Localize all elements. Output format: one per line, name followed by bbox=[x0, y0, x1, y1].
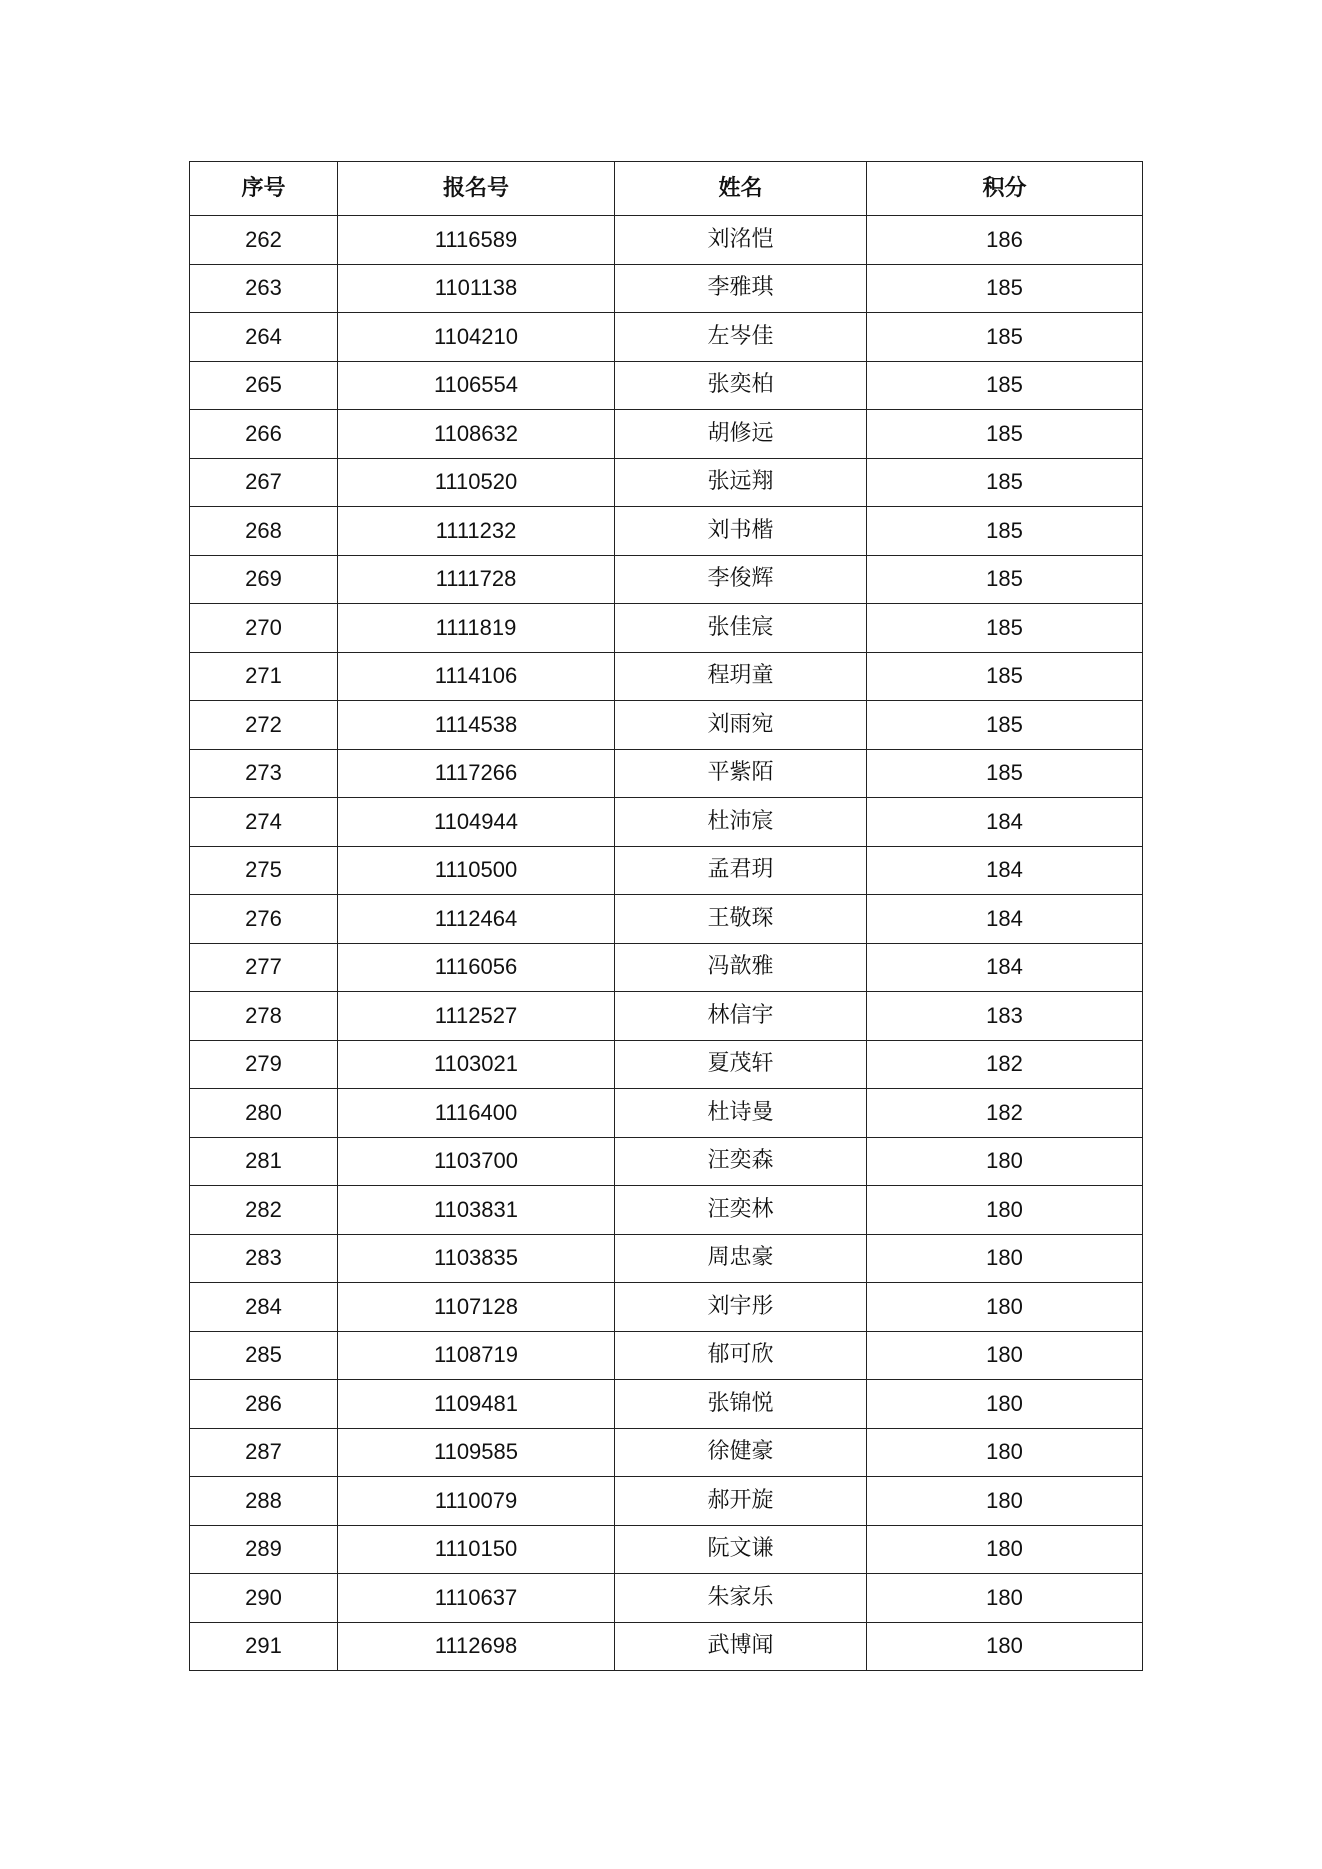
cell-name: 胡修远 bbox=[615, 410, 867, 459]
cell-name: 杜沛宸 bbox=[615, 798, 867, 847]
cell-seq: 286 bbox=[190, 1380, 338, 1429]
table-header bbox=[190, 162, 1143, 216]
table-row bbox=[190, 1477, 1143, 1526]
score-table bbox=[189, 161, 1143, 1671]
cell-score: 183 bbox=[867, 992, 1143, 1041]
cell-score: 185 bbox=[867, 458, 1143, 507]
cell-seq: 262 bbox=[190, 216, 338, 265]
cell-name: 朱家乐 bbox=[615, 1574, 867, 1623]
cell-seq: 290 bbox=[190, 1574, 338, 1623]
cell-registration-no: 1103700 bbox=[338, 1137, 615, 1186]
cell-score: 185 bbox=[867, 361, 1143, 410]
cell-seq: 282 bbox=[190, 1186, 338, 1235]
cell-name: 李俊辉 bbox=[615, 555, 867, 604]
cell-registration-no: 1103831 bbox=[338, 1186, 615, 1235]
cell-seq: 277 bbox=[190, 943, 338, 992]
cell-seq: 274 bbox=[190, 798, 338, 847]
cell-seq: 264 bbox=[190, 313, 338, 362]
table-row bbox=[190, 1186, 1143, 1235]
table-row bbox=[190, 1574, 1143, 1623]
cell-registration-no: 1116400 bbox=[338, 1089, 615, 1138]
table-row bbox=[190, 1380, 1143, 1429]
cell-seq: 283 bbox=[190, 1234, 338, 1283]
cell-score: 182 bbox=[867, 1089, 1143, 1138]
cell-seq: 269 bbox=[190, 555, 338, 604]
table-row bbox=[190, 895, 1143, 944]
cell-registration-no: 1116056 bbox=[338, 943, 615, 992]
cell-name: 刘宇彤 bbox=[615, 1283, 867, 1332]
header-score: 积分 bbox=[867, 162, 1143, 216]
cell-registration-no: 1103835 bbox=[338, 1234, 615, 1283]
cell-name: 张锦悦 bbox=[615, 1380, 867, 1429]
table-row bbox=[190, 749, 1143, 798]
cell-seq: 275 bbox=[190, 846, 338, 895]
cell-registration-no: 1114538 bbox=[338, 701, 615, 750]
cell-score: 184 bbox=[867, 846, 1143, 895]
cell-seq: 271 bbox=[190, 652, 338, 701]
cell-score: 180 bbox=[867, 1331, 1143, 1380]
table-row bbox=[190, 1525, 1143, 1574]
table-row bbox=[190, 361, 1143, 410]
cell-registration-no: 1112698 bbox=[338, 1622, 615, 1671]
cell-score: 180 bbox=[867, 1574, 1143, 1623]
cell-seq: 266 bbox=[190, 410, 338, 459]
cell-registration-no: 1108632 bbox=[338, 410, 615, 459]
cell-name: 刘雨宛 bbox=[615, 701, 867, 750]
cell-name: 程玥童 bbox=[615, 652, 867, 701]
cell-name: 汪奕林 bbox=[615, 1186, 867, 1235]
cell-seq: 270 bbox=[190, 604, 338, 653]
cell-seq: 268 bbox=[190, 507, 338, 556]
cell-seq: 276 bbox=[190, 895, 338, 944]
table-row bbox=[190, 1234, 1143, 1283]
cell-registration-no: 1106554 bbox=[338, 361, 615, 410]
cell-score: 185 bbox=[867, 749, 1143, 798]
cell-name: 刘洺恺 bbox=[615, 216, 867, 265]
cell-seq: 288 bbox=[190, 1477, 338, 1526]
table-row bbox=[190, 846, 1143, 895]
cell-score: 180 bbox=[867, 1283, 1143, 1332]
cell-registration-no: 1104210 bbox=[338, 313, 615, 362]
cell-seq: 291 bbox=[190, 1622, 338, 1671]
table-row bbox=[190, 943, 1143, 992]
cell-name: 刘书楷 bbox=[615, 507, 867, 556]
cell-registration-no: 1111819 bbox=[338, 604, 615, 653]
cell-registration-no: 1112527 bbox=[338, 992, 615, 1041]
cell-name: 左岑佳 bbox=[615, 313, 867, 362]
cell-registration-no: 1110637 bbox=[338, 1574, 615, 1623]
table-row bbox=[190, 507, 1143, 556]
cell-registration-no: 1110079 bbox=[338, 1477, 615, 1526]
cell-registration-no: 1110520 bbox=[338, 458, 615, 507]
table-row bbox=[190, 1331, 1143, 1380]
cell-registration-no: 1109481 bbox=[338, 1380, 615, 1429]
cell-seq: 263 bbox=[190, 264, 338, 313]
table-row bbox=[190, 1137, 1143, 1186]
cell-registration-no: 1101138 bbox=[338, 264, 615, 313]
cell-registration-no: 1108719 bbox=[338, 1331, 615, 1380]
cell-score: 184 bbox=[867, 798, 1143, 847]
cell-registration-no: 1110150 bbox=[338, 1525, 615, 1574]
header-row bbox=[190, 162, 1143, 216]
cell-seq: 278 bbox=[190, 992, 338, 1041]
cell-name: 武博闻 bbox=[615, 1622, 867, 1671]
header-registration-no: 报名号 bbox=[338, 162, 615, 216]
table-row bbox=[190, 1622, 1143, 1671]
cell-score: 185 bbox=[867, 652, 1143, 701]
cell-registration-no: 1111232 bbox=[338, 507, 615, 556]
cell-name: 夏茂轩 bbox=[615, 1040, 867, 1089]
cell-score: 185 bbox=[867, 555, 1143, 604]
cell-seq: 265 bbox=[190, 361, 338, 410]
cell-registration-no: 1107128 bbox=[338, 1283, 615, 1332]
table-row bbox=[190, 1089, 1143, 1138]
cell-seq: 281 bbox=[190, 1137, 338, 1186]
table-row bbox=[190, 458, 1143, 507]
table-row bbox=[190, 313, 1143, 362]
cell-name: 李雅琪 bbox=[615, 264, 867, 313]
table-row bbox=[190, 604, 1143, 653]
cell-seq: 273 bbox=[190, 749, 338, 798]
table-row bbox=[190, 410, 1143, 459]
cell-name: 周忠豪 bbox=[615, 1234, 867, 1283]
cell-seq: 280 bbox=[190, 1089, 338, 1138]
cell-seq: 289 bbox=[190, 1525, 338, 1574]
cell-name: 平紫陌 bbox=[615, 749, 867, 798]
cell-registration-no: 1104944 bbox=[338, 798, 615, 847]
table-row bbox=[190, 1283, 1143, 1332]
cell-score: 180 bbox=[867, 1234, 1143, 1283]
cell-name: 王敬琛 bbox=[615, 895, 867, 944]
cell-registration-no: 1112464 bbox=[338, 895, 615, 944]
cell-score: 185 bbox=[867, 701, 1143, 750]
cell-score: 185 bbox=[867, 604, 1143, 653]
cell-score: 185 bbox=[867, 313, 1143, 362]
cell-registration-no: 1111728 bbox=[338, 555, 615, 604]
table-row bbox=[190, 264, 1143, 313]
cell-score: 185 bbox=[867, 264, 1143, 313]
cell-score: 185 bbox=[867, 410, 1143, 459]
cell-score: 180 bbox=[867, 1622, 1143, 1671]
header-name: 姓名 bbox=[615, 162, 867, 216]
cell-registration-no: 1109585 bbox=[338, 1428, 615, 1477]
cell-registration-no: 1117266 bbox=[338, 749, 615, 798]
cell-score: 184 bbox=[867, 943, 1143, 992]
cell-registration-no: 1103021 bbox=[338, 1040, 615, 1089]
cell-registration-no: 1114106 bbox=[338, 652, 615, 701]
cell-name: 郝开旋 bbox=[615, 1477, 867, 1526]
cell-seq: 284 bbox=[190, 1283, 338, 1332]
cell-score: 180 bbox=[867, 1186, 1143, 1235]
cell-score: 184 bbox=[867, 895, 1143, 944]
cell-name: 林信宇 bbox=[615, 992, 867, 1041]
cell-registration-no: 1110500 bbox=[338, 846, 615, 895]
cell-score: 180 bbox=[867, 1525, 1143, 1574]
cell-name: 冯歆雅 bbox=[615, 943, 867, 992]
cell-seq: 267 bbox=[190, 458, 338, 507]
cell-score: 180 bbox=[867, 1137, 1143, 1186]
cell-name: 孟君玥 bbox=[615, 846, 867, 895]
cell-name: 张远翔 bbox=[615, 458, 867, 507]
cell-seq: 285 bbox=[190, 1331, 338, 1380]
cell-name: 张奕柏 bbox=[615, 361, 867, 410]
cell-score: 186 bbox=[867, 216, 1143, 265]
cell-name: 汪奕森 bbox=[615, 1137, 867, 1186]
table-row bbox=[190, 652, 1143, 701]
cell-score: 180 bbox=[867, 1428, 1143, 1477]
cell-score: 180 bbox=[867, 1477, 1143, 1526]
table-row bbox=[190, 701, 1143, 750]
table-row bbox=[190, 216, 1143, 265]
cell-registration-no: 1116589 bbox=[338, 216, 615, 265]
table-body bbox=[190, 216, 1143, 1671]
table-row bbox=[190, 992, 1143, 1041]
table-row bbox=[190, 555, 1143, 604]
cell-name: 杜诗曼 bbox=[615, 1089, 867, 1138]
cell-seq: 279 bbox=[190, 1040, 338, 1089]
cell-score: 180 bbox=[867, 1380, 1143, 1429]
cell-name: 张佳宸 bbox=[615, 604, 867, 653]
header-seq: 序号 bbox=[190, 162, 338, 216]
table-row bbox=[190, 798, 1143, 847]
table-row bbox=[190, 1040, 1143, 1089]
cell-name: 阮文谦 bbox=[615, 1525, 867, 1574]
cell-name: 郁可欣 bbox=[615, 1331, 867, 1380]
table-row bbox=[190, 1428, 1143, 1477]
cell-seq: 272 bbox=[190, 701, 338, 750]
cell-score: 185 bbox=[867, 507, 1143, 556]
cell-name: 徐健豪 bbox=[615, 1428, 867, 1477]
cell-seq: 287 bbox=[190, 1428, 338, 1477]
cell-score: 182 bbox=[867, 1040, 1143, 1089]
